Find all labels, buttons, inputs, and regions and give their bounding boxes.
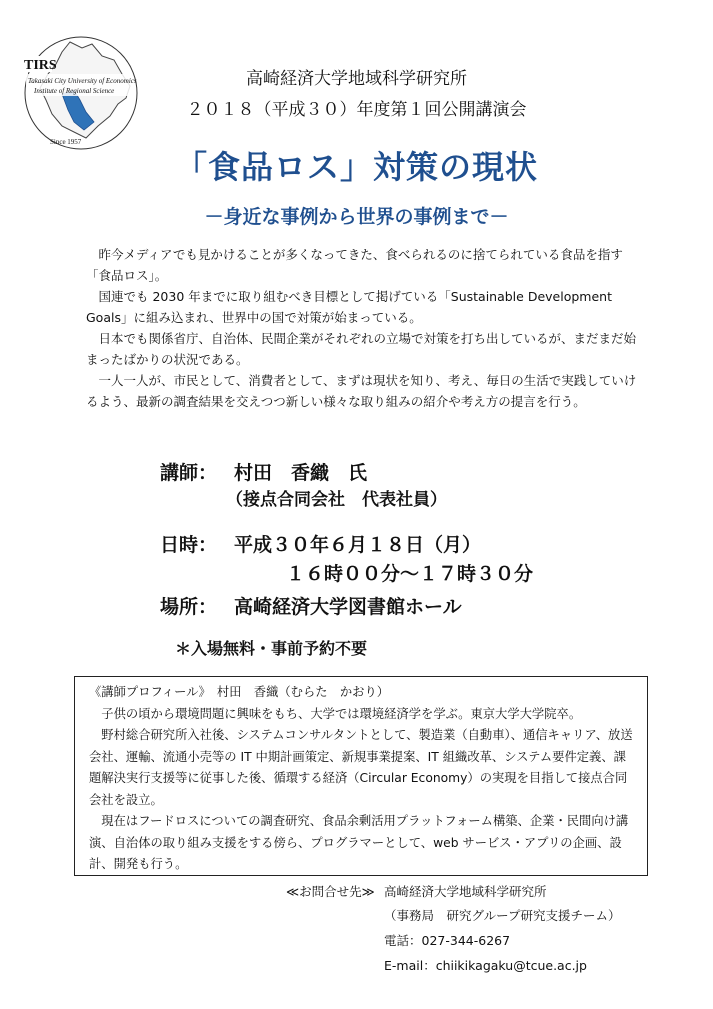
admission-note: ＊入場無料・事前予約不要 bbox=[175, 639, 368, 658]
profile-paragraph: 野村総合研究所入社後、システムコンサルタントとして、製造業（自動車）、通信キャリア、放送会社、運輸、流通小売等の IT 中期計画策定、新規事業提案、IT 組織改革、システム要件定義、課題解決実行支援等に従事した後、循環する経済（Circular Economy）の実現を目指して接点合同会社を設立。 bbox=[89, 728, 633, 807]
intro-paragraph: 国連でも 2030 年までに取り組むべき目標として掲げている「Sustainable Development Goals」に組み込まれ、世界中の国で対策が始まっている。 bbox=[86, 289, 612, 325]
event-date: 平成３０年６月１８日（月） bbox=[234, 534, 482, 556]
event-time: １６時００分～１７時３０分 bbox=[286, 563, 534, 585]
page-subtitle: －身近な事例から世界の事例まで－ bbox=[204, 206, 509, 228]
logo-name-line1: Takasaki City University of Economics bbox=[28, 77, 137, 85]
lecturer-profile-box bbox=[74, 676, 648, 876]
event-venue: 高崎経済大学図書館ホール bbox=[234, 596, 462, 618]
tirs-logo bbox=[22, 34, 140, 152]
intro-paragraph: 一人一人が、市民として、消費者として、まずは現状を知り、考え、毎日の生活で実践していけるよう、最新の調査結果を交えつつ新しい様々な取り組みの紹介や考え方の提言を行う。 bbox=[86, 373, 637, 409]
lecturer-label: 講師： bbox=[160, 462, 218, 484]
organizer-name: 高崎経済大学地域科学研究所 bbox=[246, 69, 467, 89]
venue-label: 場所： bbox=[160, 596, 218, 618]
lecture-series: ２０１８（平成３０）年度第１回公開講演会 bbox=[186, 100, 527, 120]
contact-dept: （事務局 研究グループ研究支援チーム） bbox=[384, 908, 621, 923]
intro-paragraph: 日本でも関係省庁、自治体、民間企業がそれぞれの立場で対策を打ち出しているが、まだまだ始まったばかりの状況である。 bbox=[86, 331, 637, 367]
logo-name-line2: Institute of Regional Science bbox=[34, 87, 115, 95]
contact-org: 高崎経済大学地域科学研究所 bbox=[384, 884, 547, 899]
date-label: 日時： bbox=[160, 534, 218, 556]
page-title: 「食品ロス」対策の現状 bbox=[174, 148, 538, 186]
intro-paragraph: 昨今メディアでも見かけることが多くなってきた、食べられるのに捨てられている食品を指す「食品ロス」。 bbox=[86, 247, 623, 283]
profile-paragraph: 現在はフードロスについての調査研究、食品余剰活用プラットフォーム構築、企業・民間向け講演、自治体の取り組み支援をする傍ら、プログラマーとして、web サービス・アプリの企画、設計、開発も行う。 bbox=[89, 814, 629, 871]
contact-email[interactable]: E-mail：chiikikagaku@tcue.ac.jp bbox=[384, 958, 587, 973]
profile-paragraph: 子供の頃から環境問題に興味をもち、大学では環境経済学を学ぶ。東京大学大学院卒。 bbox=[101, 706, 582, 721]
contact-label: ≪お問合せ先≫ bbox=[286, 884, 375, 899]
profile-heading: 《講師プロフィール》 村田 香織（むらた かおり） bbox=[89, 685, 390, 699]
contact-phone[interactable]: 電話：027-344-6267 bbox=[384, 933, 511, 948]
logo-since: Since 1957 bbox=[50, 138, 82, 146]
intro-text bbox=[86, 244, 646, 412]
lecturer-name: 村田 香織 氏 bbox=[234, 462, 368, 484]
logo-initials: TIRS bbox=[24, 58, 57, 73]
lecturer-affiliation: （接点合同会社 代表社員） bbox=[226, 490, 447, 510]
